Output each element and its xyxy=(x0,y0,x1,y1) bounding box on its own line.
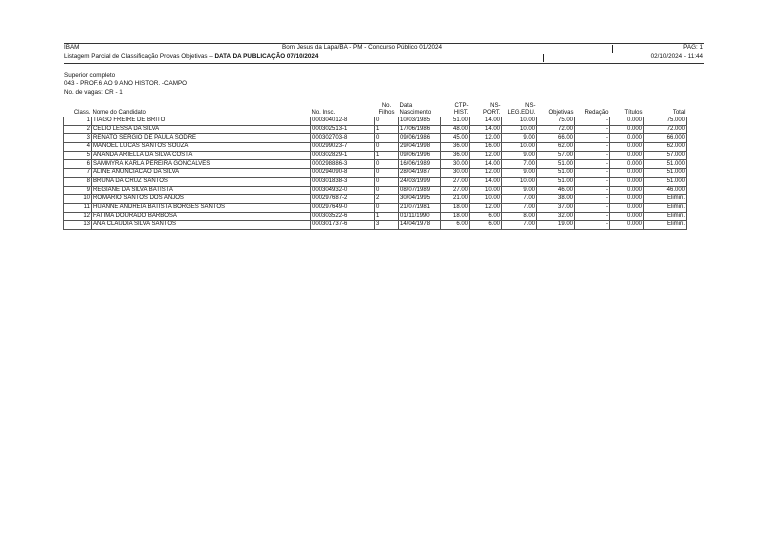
col-port-line1: NS- xyxy=(490,103,501,109)
publication-date: DATA DA PUBLICAÇÃO 07/10/2024 xyxy=(214,53,319,60)
cell-redacao: - xyxy=(575,134,610,143)
cell-ctp: 27.00 xyxy=(441,186,470,195)
cell-redacao: - xyxy=(575,195,610,204)
cell-total: 46.000 xyxy=(644,186,687,195)
cell-nasc: 09/06/1996 xyxy=(399,151,441,160)
cell-port: 14.00 xyxy=(470,117,502,125)
cell-ctp: 36.00 xyxy=(441,143,470,152)
cell-redacao: - xyxy=(575,143,610,152)
cell-leg: 9.00 xyxy=(502,151,537,160)
cell-ctp: 30.00 xyxy=(441,169,470,178)
col-filhos xyxy=(375,103,399,117)
cell-leg: 10.00 xyxy=(502,125,537,134)
cell-insc: 000301737-6 xyxy=(311,221,375,230)
cell-total: 62.000 xyxy=(644,143,687,152)
table-header xyxy=(64,103,687,117)
header-row-2 xyxy=(64,53,704,62)
col-objetivas: Objetivas xyxy=(548,109,574,116)
table-row xyxy=(64,203,687,212)
cell-name: TIAGO FREIRE DE BRITO xyxy=(92,117,311,125)
cell-class: 5 xyxy=(64,151,92,160)
cell-filhos: 0 xyxy=(375,117,399,125)
header-bottom-rule xyxy=(64,63,704,64)
table-row xyxy=(64,125,687,134)
report-timestamp: 02/10/2024 - 11:44 xyxy=(650,53,703,60)
cell-objetivas: 37.00 xyxy=(537,203,575,212)
cell-objetivas: 66.00 xyxy=(537,134,575,143)
cell-objetivas: 51.00 xyxy=(537,177,575,186)
cell-insc: 000304012-8 xyxy=(311,117,375,125)
vacancies: No. de vagas: CR - 1 xyxy=(64,89,123,96)
col-leg-line2: LEG.EDU. xyxy=(507,109,536,116)
cell-redacao: - xyxy=(575,203,610,212)
col-port-line2: PORT. xyxy=(482,109,501,116)
cell-objetivas: 51.00 xyxy=(537,160,575,169)
cell-redacao: - xyxy=(575,117,610,125)
table-row xyxy=(64,221,687,230)
cell-ctp: 18.00 xyxy=(441,212,470,221)
cell-total: 51.000 xyxy=(644,169,687,178)
cell-port: 16.00 xyxy=(470,143,502,152)
table-row xyxy=(64,117,687,125)
cell-total: 72.000 xyxy=(644,125,687,134)
cell-nasc: 21/07/1981 xyxy=(399,203,441,212)
cell-name: RENATO SERGIO DE PAULA SODRE xyxy=(92,134,311,143)
cell-filhos: 0 xyxy=(375,203,399,212)
cell-titulos: 0.000 xyxy=(610,143,644,152)
cell-redacao: - xyxy=(575,177,610,186)
cell-titulos: 0.000 xyxy=(610,203,644,212)
cell-filhos: 3 xyxy=(375,221,399,230)
cell-total: Elimin. xyxy=(644,203,687,212)
job-position: 043 - PROF.6 AO 9 ANO HISTOR. -CAMPO xyxy=(64,80,188,87)
cell-objetivas: 62.00 xyxy=(537,143,575,152)
cell-redacao: - xyxy=(575,125,610,134)
cell-port: 12.00 xyxy=(470,203,502,212)
cell-redacao: - xyxy=(575,221,610,230)
cell-class: 2 xyxy=(64,125,92,134)
cell-nasc: 17/06/1986 xyxy=(399,125,441,134)
col-nasc-line1: Data xyxy=(399,103,413,109)
cell-objetivas: 51.00 xyxy=(537,169,575,178)
cell-leg: 7.00 xyxy=(502,160,537,169)
cell-ctp: 51.00 xyxy=(441,117,470,125)
cell-name: ALINE ANUNCIACAO DA SILVA xyxy=(92,169,311,178)
col-leg xyxy=(502,103,537,117)
cell-insc: 000301838-3 xyxy=(311,177,375,186)
cell-leg: 9.00 xyxy=(502,169,537,178)
cell-leg: 9.00 xyxy=(502,186,537,195)
table-row xyxy=(64,160,687,169)
col-filhos-line2: Filhos xyxy=(378,109,395,116)
cell-name: ANA CLAUDIA SILVA SANTOS xyxy=(92,221,311,230)
cell-titulos: 0.000 xyxy=(610,125,644,134)
cell-class: 7 xyxy=(64,169,92,178)
cell-objetivas: 38.00 xyxy=(537,195,575,204)
cell-nasc: 09/06/1986 xyxy=(399,134,441,143)
cell-insc: 000297687-2 xyxy=(311,195,375,204)
col-ctp xyxy=(441,103,470,117)
listing-subtitle xyxy=(64,53,318,60)
cell-nasc: 24/03/1999 xyxy=(399,177,441,186)
col-name: Nome do Candidato xyxy=(92,109,146,116)
cell-filhos: 1 xyxy=(375,151,399,160)
table-row xyxy=(64,134,687,143)
col-nasc-line2: Nascimento xyxy=(399,109,432,116)
cell-nasc: 10/03/1985 xyxy=(399,117,441,125)
cell-port: 12.00 xyxy=(470,134,502,143)
col-leg-line1: NS- xyxy=(525,103,536,109)
cell-leg: 10.00 xyxy=(502,177,537,186)
contest-title: Bom Jesus da Lapa/BA - PM - Concurso Público 01/2024 xyxy=(282,44,442,51)
cell-name: ANANDA ARIELLA DA SILVA COSTA xyxy=(92,151,311,160)
cell-leg: 7.00 xyxy=(502,195,537,204)
cell-class: 13 xyxy=(64,221,92,230)
cell-class: 11 xyxy=(64,203,92,212)
cell-ctp: 36.00 xyxy=(441,151,470,160)
cell-port: 14.00 xyxy=(470,160,502,169)
cell-total: Elimin. xyxy=(644,212,687,221)
cell-titulos: 0.000 xyxy=(610,186,644,195)
cell-class: 10 xyxy=(64,195,92,204)
cell-redacao: - xyxy=(575,160,610,169)
cell-filhos: 1 xyxy=(375,125,399,134)
cell-total: Elimin. xyxy=(644,195,687,204)
cell-ctp: 18.00 xyxy=(441,203,470,212)
table-row xyxy=(64,177,687,186)
col-insc: No. Insc. xyxy=(311,109,336,116)
cell-nasc: 08/07/1989 xyxy=(399,186,441,195)
cell-filhos: 2 xyxy=(375,195,399,204)
cell-port: 14.00 xyxy=(470,125,502,134)
cell-insc: 000302513-1 xyxy=(311,125,375,134)
cell-total: 51.000 xyxy=(644,160,687,169)
cell-nasc: 28/04/1987 xyxy=(399,169,441,178)
cell-titulos: 0.000 xyxy=(610,151,644,160)
results-table xyxy=(63,103,687,230)
table-row xyxy=(64,143,687,152)
cell-ctp: 48.00 xyxy=(441,125,470,134)
cell-port: 12.00 xyxy=(470,169,502,178)
cell-class: 1 xyxy=(64,117,92,125)
cell-insc: 000302829-1 xyxy=(311,151,375,160)
table-row xyxy=(64,195,687,204)
header-separator-bottom xyxy=(543,54,544,62)
table-row xyxy=(64,186,687,195)
cell-ctp: 45.00 xyxy=(441,134,470,143)
col-port xyxy=(470,103,502,117)
cell-port: 6.00 xyxy=(470,221,502,230)
cell-titulos: 0.000 xyxy=(610,177,644,186)
cell-port: 12.00 xyxy=(470,151,502,160)
cell-leg: 10.00 xyxy=(502,143,537,152)
cell-ctp: 6.00 xyxy=(441,221,470,230)
cell-titulos: 0.000 xyxy=(610,134,644,143)
cell-redacao: - xyxy=(575,151,610,160)
cell-insc: 000299023-7 xyxy=(311,143,375,152)
cell-filhos: 0 xyxy=(375,186,399,195)
cell-leg: 9.00 xyxy=(502,134,537,143)
cell-nasc: 16/06/1989 xyxy=(399,160,441,169)
cell-objetivas: 46.00 xyxy=(537,186,575,195)
cell-objetivas: 32.00 xyxy=(537,212,575,221)
cell-redacao: - xyxy=(575,186,610,195)
cell-insc: 000294090-8 xyxy=(311,169,375,178)
cell-total: 66.000 xyxy=(644,134,687,143)
table-row xyxy=(64,169,687,178)
cell-name: BRUNA DA CRUZ SANTOS xyxy=(92,177,311,186)
table-row xyxy=(64,151,687,160)
cell-total: 75.000 xyxy=(644,117,687,125)
cell-name: HUANNE ANDREIA BATISTA BORGES SANTOS xyxy=(92,203,311,212)
col-redacao: Redação xyxy=(584,109,609,116)
cell-filhos: 0 xyxy=(375,177,399,186)
cell-leg: 10.00 xyxy=(502,117,537,125)
cell-filhos: 0 xyxy=(375,169,399,178)
education-level: Superior completo xyxy=(64,72,116,79)
cell-port: 14.00 xyxy=(470,177,502,186)
cell-ctp: 30.00 xyxy=(441,160,470,169)
cell-port: 6.00 xyxy=(470,212,502,221)
cell-class: 9 xyxy=(64,186,92,195)
cell-insc: 000304932-0 xyxy=(311,186,375,195)
cell-leg: 7.00 xyxy=(502,221,537,230)
table-row xyxy=(64,212,687,221)
listing-subtitle-text: Listagem Parcial de Classificação Provas Objetivas – xyxy=(64,53,215,60)
cell-nasc: 01/11/1990 xyxy=(399,212,441,221)
header-row-1 xyxy=(64,44,704,53)
cell-name: FATIMA DOURADO BARBOSA xyxy=(92,212,311,221)
cell-class: 4 xyxy=(64,143,92,152)
org-name: IBAM xyxy=(64,44,80,51)
cell-nasc: 14/04/1978 xyxy=(399,221,441,230)
col-ctp-line1: CTP- xyxy=(454,103,469,109)
cell-name: SAMMYRA KARLA PEREIRA GONCALVES xyxy=(92,160,311,169)
cell-name: REGIANE DA SILVA BATISTA xyxy=(92,186,311,195)
cell-objetivas: 72.00 xyxy=(537,125,575,134)
cell-filhos: 0 xyxy=(375,134,399,143)
cell-titulos: 0.000 xyxy=(610,160,644,169)
cell-ctp: 21.00 xyxy=(441,195,470,204)
cell-filhos: 0 xyxy=(375,143,399,152)
cell-objetivas: 57.00 xyxy=(537,151,575,160)
col-ctp-line2: HIST. xyxy=(453,109,469,116)
cell-titulos: 0.000 xyxy=(610,221,644,230)
cell-insc: 000297649-0 xyxy=(311,203,375,212)
cell-objetivas: 19.00 xyxy=(537,221,575,230)
cell-leg: 7.00 xyxy=(502,203,537,212)
cell-filhos: 1 xyxy=(375,212,399,221)
cell-total: 57.000 xyxy=(644,151,687,160)
col-titulos: Títulos xyxy=(624,109,643,116)
cell-filhos: 0 xyxy=(375,160,399,169)
cell-nasc: 29/04/1998 xyxy=(399,143,441,152)
cell-titulos: 0.000 xyxy=(610,169,644,178)
cell-class: 3 xyxy=(64,134,92,143)
cell-insc: 000298886-3 xyxy=(311,160,375,169)
cell-titulos: 0.000 xyxy=(610,195,644,204)
cell-ctp: 27.00 xyxy=(441,177,470,186)
cell-leg: 8.00 xyxy=(502,212,537,221)
cell-nasc: 30/04/1995 xyxy=(399,195,441,204)
cell-name: MANOEL LUCAS SANTOS SOUZA xyxy=(92,143,311,152)
cell-total: 51.000 xyxy=(644,177,687,186)
cell-insc: 000302703-8 xyxy=(311,134,375,143)
cell-titulos: 0.000 xyxy=(610,117,644,125)
cell-port: 10.00 xyxy=(470,186,502,195)
col-nasc xyxy=(399,103,441,117)
cell-titulos: 0.000 xyxy=(610,212,644,221)
cell-class: 8 xyxy=(64,177,92,186)
cell-class: 12 xyxy=(64,212,92,221)
col-filhos-line1: No. xyxy=(381,103,392,109)
cell-redacao: - xyxy=(575,169,610,178)
cell-port: 10.00 xyxy=(470,195,502,204)
cell-class: 6 xyxy=(64,160,92,169)
cell-name: ROMARIO SANTOS DOS ANJOS xyxy=(92,195,311,204)
page-number: PAG: 1 xyxy=(683,44,703,51)
cell-redacao: - xyxy=(575,212,610,221)
cell-total: Elimin. xyxy=(644,221,687,230)
cell-name: CELIO LESSA DA SILVA xyxy=(92,125,311,134)
cell-insc: 000303522-6 xyxy=(311,212,375,221)
cell-objetivas: 75.00 xyxy=(537,117,575,125)
header-separator-top xyxy=(612,45,613,53)
col-class: Class. xyxy=(73,109,91,116)
col-total: Total xyxy=(672,109,686,116)
